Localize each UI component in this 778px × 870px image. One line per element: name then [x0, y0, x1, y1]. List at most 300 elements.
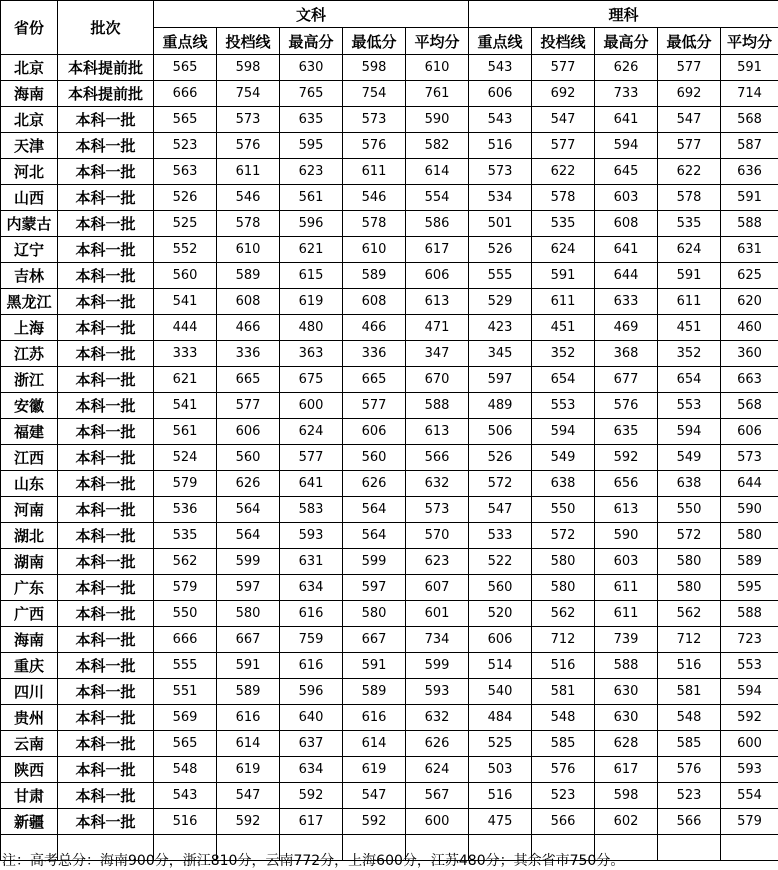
score-cell: 564	[217, 497, 280, 523]
score-cell: 692	[658, 81, 721, 107]
score-cell: 523	[154, 133, 217, 159]
score-cell: 598	[217, 55, 280, 81]
score-cell: 572	[658, 523, 721, 549]
score-cell: 610	[343, 237, 406, 263]
score-cell: 514	[469, 653, 532, 679]
score-cell: 663	[721, 367, 778, 393]
table-row	[1, 341, 778, 367]
score-cell: 621	[280, 237, 343, 263]
score-cell: 569	[154, 705, 217, 731]
score-cell: 555	[154, 653, 217, 679]
table-row	[1, 549, 778, 575]
score-cell: 667	[217, 627, 280, 653]
score-cell: 645	[595, 159, 658, 185]
score-cell: 580	[721, 523, 778, 549]
table-row	[1, 757, 778, 783]
batch-cell: 本科一批	[58, 601, 154, 627]
batch-cell: 本科一批	[58, 133, 154, 159]
score-cell: 592	[217, 809, 280, 835]
score-cell: 636	[721, 159, 778, 185]
score-cell: 475	[469, 809, 532, 835]
score-cell: 580	[658, 575, 721, 601]
score-cell: 754	[217, 81, 280, 107]
score-cell: 548	[658, 705, 721, 731]
table-row	[1, 55, 778, 81]
score-cell: 611	[595, 575, 658, 601]
table-body	[1, 55, 778, 861]
table-row	[1, 575, 778, 601]
score-cell: 596	[280, 679, 343, 705]
score-cell: 560	[154, 263, 217, 289]
score-cell: 576	[217, 133, 280, 159]
score-cell: 534	[469, 185, 532, 211]
score-cell: 666	[154, 81, 217, 107]
score-cell: 577	[532, 133, 595, 159]
score-cell: 577	[343, 393, 406, 419]
score-cell: 471	[406, 315, 469, 341]
score-cell: 588	[721, 211, 778, 237]
score-cell: 565	[154, 55, 217, 81]
score-cell: 656	[595, 471, 658, 497]
score-cell: 628	[595, 731, 658, 757]
score-cell: 523	[658, 783, 721, 809]
score-cell: 573	[406, 497, 469, 523]
score-cell: 638	[532, 471, 595, 497]
score-cell: 568	[721, 107, 778, 133]
score-cell: 593	[721, 757, 778, 783]
score-cell: 560	[469, 575, 532, 601]
score-cell: 562	[154, 549, 217, 575]
batch-cell: 本科一批	[58, 211, 154, 237]
province-cell: 吉林	[1, 263, 58, 289]
score-cell: 541	[154, 289, 217, 315]
score-cell: 543	[154, 783, 217, 809]
score-cell: 550	[658, 497, 721, 523]
table-row	[1, 705, 778, 731]
score-cell: 596	[280, 211, 343, 237]
province-cell: 广西	[1, 601, 58, 627]
province-cell: 湖南	[1, 549, 58, 575]
score-cell: 616	[343, 705, 406, 731]
score-cell: 640	[280, 705, 343, 731]
header-wen-col: 重点线	[154, 28, 217, 55]
score-cell: 594	[721, 679, 778, 705]
table-row	[1, 653, 778, 679]
score-cell: 553	[721, 653, 778, 679]
score-cell: 591	[658, 263, 721, 289]
header-batch: 批次	[58, 1, 154, 55]
score-cell: 466	[217, 315, 280, 341]
score-cell: 603	[595, 185, 658, 211]
batch-cell: 本科一批	[58, 341, 154, 367]
batch-cell: 本科一批	[58, 393, 154, 419]
score-cell: 588	[721, 601, 778, 627]
table-row	[1, 133, 778, 159]
score-cell: 590	[595, 523, 658, 549]
score-cell: 566	[658, 809, 721, 835]
score-cell: 546	[343, 185, 406, 211]
score-cell: 347	[406, 341, 469, 367]
table-row	[1, 497, 778, 523]
score-cell: 581	[532, 679, 595, 705]
score-cell: 480	[280, 315, 343, 341]
score-cell: 535	[532, 211, 595, 237]
score-cell: 570	[406, 523, 469, 549]
score-cell: 615	[280, 263, 343, 289]
score-cell: 654	[658, 367, 721, 393]
table-row	[1, 263, 778, 289]
score-cell: 573	[721, 445, 778, 471]
score-cell: 617	[406, 237, 469, 263]
score-cell: 637	[280, 731, 343, 757]
batch-cell: 本科一批	[58, 523, 154, 549]
score-cell: 614	[217, 731, 280, 757]
score-cell: 593	[280, 523, 343, 549]
score-cell: 712	[532, 627, 595, 653]
footnote: 注：高考总分：海南900分，浙江810分，云南772分，上海600分，江苏480分；其余省市750分。	[2, 850, 624, 870]
batch-cell: 本科一批	[58, 107, 154, 133]
header-group-li: 理科	[469, 1, 778, 28]
score-cell: 610	[406, 55, 469, 81]
score-cell: 550	[532, 497, 595, 523]
score-cell: 592	[280, 783, 343, 809]
header-li-col: 投档线	[532, 28, 595, 55]
score-cell: 592	[721, 705, 778, 731]
table-row	[1, 315, 778, 341]
score-cell: 589	[217, 263, 280, 289]
score-cell: 606	[469, 81, 532, 107]
score-cell: 594	[532, 419, 595, 445]
score-cell: 590	[406, 107, 469, 133]
score-cell: 352	[532, 341, 595, 367]
score-cell: 654	[532, 367, 595, 393]
score-cell: 608	[343, 289, 406, 315]
score-cell: 634	[280, 757, 343, 783]
score-cell: 619	[280, 289, 343, 315]
header-li-col: 最低分	[658, 28, 721, 55]
province-cell: 内蒙古	[1, 211, 58, 237]
score-cell: 626	[217, 471, 280, 497]
province-cell: 广东	[1, 575, 58, 601]
score-cell: 520	[469, 601, 532, 627]
score-cell: 552	[154, 237, 217, 263]
score-cell: 535	[154, 523, 217, 549]
province-cell: 北京	[1, 55, 58, 81]
score-cell: 624	[406, 757, 469, 783]
score-cell: 600	[721, 731, 778, 757]
score-cell: 594	[595, 133, 658, 159]
score-cell: 523	[532, 783, 595, 809]
score-cell: 611	[217, 159, 280, 185]
score-cell: 579	[154, 575, 217, 601]
score-cell: 625	[721, 263, 778, 289]
score-cell: 626	[406, 731, 469, 757]
score-cell: 582	[406, 133, 469, 159]
header-li-col: 平均分	[721, 28, 778, 55]
province-cell: 上海	[1, 315, 58, 341]
batch-cell: 本科一批	[58, 705, 154, 731]
score-cell: 754	[343, 81, 406, 107]
score-cell: 590	[721, 497, 778, 523]
score-cell: 576	[343, 133, 406, 159]
score-cell: 548	[532, 705, 595, 731]
batch-cell: 本科一批	[58, 289, 154, 315]
score-cell: 576	[595, 393, 658, 419]
score-cell: 675	[280, 367, 343, 393]
score-cell: 580	[343, 601, 406, 627]
header-wen-col: 最低分	[343, 28, 406, 55]
score-cell: 595	[280, 133, 343, 159]
score-cell: 581	[658, 679, 721, 705]
score-cell: 611	[343, 159, 406, 185]
batch-cell: 本科一批	[58, 185, 154, 211]
score-cell: 597	[469, 367, 532, 393]
score-cell: 667	[343, 627, 406, 653]
score-cell: 641	[595, 237, 658, 263]
score-cell: 551	[154, 679, 217, 705]
score-cell: 611	[595, 601, 658, 627]
table-row	[1, 679, 778, 705]
province-cell: 黑龙江	[1, 289, 58, 315]
table-row	[1, 731, 778, 757]
score-cell: 555	[469, 263, 532, 289]
score-cell: 631	[280, 549, 343, 575]
province-cell: 新疆	[1, 809, 58, 835]
score-cell: 589	[343, 263, 406, 289]
score-cell: 633	[595, 289, 658, 315]
province-cell: 海南	[1, 81, 58, 107]
table-row	[1, 783, 778, 809]
score-cell: 739	[595, 627, 658, 653]
score-cell: 734	[406, 627, 469, 653]
score-cell: 578	[343, 211, 406, 237]
table-row	[1, 445, 778, 471]
score-cell: 641	[280, 471, 343, 497]
score-cell: 613	[595, 497, 658, 523]
score-cell: 547	[343, 783, 406, 809]
score-cell: 352	[658, 341, 721, 367]
score-cell: 632	[406, 471, 469, 497]
score-cell: 548	[154, 757, 217, 783]
score-cell: 592	[595, 445, 658, 471]
score-cell: 503	[469, 757, 532, 783]
score-cell: 591	[721, 185, 778, 211]
score-cell: 622	[532, 159, 595, 185]
score-cell: 360	[721, 341, 778, 367]
score-cell: 547	[469, 497, 532, 523]
score-cell: 592	[343, 809, 406, 835]
header-li-col: 重点线	[469, 28, 532, 55]
batch-cell: 本科提前批	[58, 81, 154, 107]
score-cell: 526	[469, 445, 532, 471]
score-cell: 666	[154, 627, 217, 653]
score-cell: 580	[658, 549, 721, 575]
score-cell: 597	[217, 575, 280, 601]
score-cell: 562	[532, 601, 595, 627]
score-cell: 600	[280, 393, 343, 419]
header-province: 省份	[1, 1, 58, 55]
score-cell: 577	[217, 393, 280, 419]
score-cell: 630	[595, 679, 658, 705]
score-cell: 460	[721, 315, 778, 341]
province-cell: 陕西	[1, 757, 58, 783]
score-cell: 606	[406, 263, 469, 289]
score-cell: 598	[343, 55, 406, 81]
score-cell: 526	[154, 185, 217, 211]
score-cell: 712	[658, 627, 721, 653]
score-cell: 614	[406, 159, 469, 185]
score-cell: 630	[280, 55, 343, 81]
score-cell: 525	[154, 211, 217, 237]
batch-cell: 本科一批	[58, 575, 154, 601]
score-cell: 536	[154, 497, 217, 523]
score-cell: 593	[406, 679, 469, 705]
province-cell: 重庆	[1, 653, 58, 679]
score-cell: 620	[721, 289, 778, 315]
batch-cell: 本科一批	[58, 757, 154, 783]
score-cell: 591	[721, 55, 778, 81]
table-row	[1, 471, 778, 497]
province-cell: 河南	[1, 497, 58, 523]
score-cell: 489	[469, 393, 532, 419]
score-cell: 608	[217, 289, 280, 315]
score-cell: 576	[658, 757, 721, 783]
score-cell: 541	[154, 393, 217, 419]
score-cell: 579	[154, 471, 217, 497]
score-cell: 547	[532, 107, 595, 133]
score-cell: 451	[532, 315, 595, 341]
table-row	[1, 523, 778, 549]
score-cell: 589	[343, 679, 406, 705]
score-cell: 565	[154, 731, 217, 757]
score-cell: 599	[343, 549, 406, 575]
score-cell: 587	[721, 133, 778, 159]
score-cell: 579	[721, 809, 778, 835]
province-cell: 山西	[1, 185, 58, 211]
batch-cell: 本科一批	[58, 445, 154, 471]
batch-cell: 本科一批	[58, 653, 154, 679]
province-cell: 北京	[1, 107, 58, 133]
score-cell: 606	[343, 419, 406, 445]
score-cell: 626	[595, 55, 658, 81]
score-cell: 626	[343, 471, 406, 497]
score-cell: 611	[532, 289, 595, 315]
score-cell: 345	[469, 341, 532, 367]
province-cell: 安徽	[1, 393, 58, 419]
score-cell: 578	[217, 211, 280, 237]
province-cell: 湖北	[1, 523, 58, 549]
score-cell: 529	[469, 289, 532, 315]
table-row	[1, 809, 778, 835]
score-cell: 522	[469, 549, 532, 575]
score-cell: 333	[154, 341, 217, 367]
batch-cell: 本科一批	[58, 159, 154, 185]
score-cell: 599	[406, 653, 469, 679]
score-cell: 553	[532, 393, 595, 419]
score-cell: 469	[595, 315, 658, 341]
score-cell: 533	[469, 523, 532, 549]
score-cell: 692	[532, 81, 595, 107]
score-cell: 600	[406, 809, 469, 835]
score-cell: 603	[595, 549, 658, 575]
score-cell: 526	[469, 237, 532, 263]
score-cell: 501	[469, 211, 532, 237]
score-cell: 761	[406, 81, 469, 107]
empty-cell	[658, 835, 721, 861]
score-cell: 516	[469, 133, 532, 159]
table-row	[1, 185, 778, 211]
score-cell: 560	[217, 445, 280, 471]
score-cell: 631	[721, 237, 778, 263]
score-cell: 550	[154, 601, 217, 627]
score-cell: 561	[154, 419, 217, 445]
score-cell: 484	[469, 705, 532, 731]
score-cell: 423	[469, 315, 532, 341]
score-cell: 547	[658, 107, 721, 133]
score-cell: 623	[280, 159, 343, 185]
table-row	[1, 627, 778, 653]
table-row	[1, 237, 778, 263]
score-cell: 451	[658, 315, 721, 341]
score-cell: 601	[406, 601, 469, 627]
header-wen-col: 最高分	[280, 28, 343, 55]
score-cell: 543	[469, 107, 532, 133]
score-cell: 619	[343, 757, 406, 783]
score-cell: 765	[280, 81, 343, 107]
province-cell: 四川	[1, 679, 58, 705]
score-cell: 577	[532, 55, 595, 81]
score-cell: 624	[280, 419, 343, 445]
score-cell: 670	[406, 367, 469, 393]
score-cell: 516	[469, 783, 532, 809]
score-cell: 595	[721, 575, 778, 601]
header-group-wen: 文科	[154, 1, 469, 28]
score-cell: 630	[595, 705, 658, 731]
score-cell: 619	[217, 757, 280, 783]
score-cell: 583	[280, 497, 343, 523]
score-cell: 588	[595, 653, 658, 679]
score-cell: 723	[721, 627, 778, 653]
score-cell: 638	[658, 471, 721, 497]
score-cell: 607	[406, 575, 469, 601]
score-cell: 588	[406, 393, 469, 419]
score-cell: 540	[469, 679, 532, 705]
batch-cell: 本科一批	[58, 549, 154, 575]
batch-cell: 本科一批	[58, 783, 154, 809]
score-cell: 549	[532, 445, 595, 471]
batch-cell: 本科一批	[58, 237, 154, 263]
header-li-col: 最高分	[595, 28, 658, 55]
score-cell: 714	[721, 81, 778, 107]
score-cell: 578	[658, 185, 721, 211]
score-cell: 641	[595, 107, 658, 133]
province-cell: 辽宁	[1, 237, 58, 263]
province-cell: 河北	[1, 159, 58, 185]
province-cell: 贵州	[1, 705, 58, 731]
batch-cell: 本科一批	[58, 809, 154, 835]
score-cell: 506	[469, 419, 532, 445]
score-cell: 611	[658, 289, 721, 315]
score-cell: 554	[721, 783, 778, 809]
score-cell: 597	[343, 575, 406, 601]
batch-cell: 本科一批	[58, 627, 154, 653]
province-cell: 海南	[1, 627, 58, 653]
score-cell: 585	[658, 731, 721, 757]
score-cell: 567	[406, 783, 469, 809]
score-cell: 535	[658, 211, 721, 237]
table-row	[1, 159, 778, 185]
province-cell: 山东	[1, 471, 58, 497]
